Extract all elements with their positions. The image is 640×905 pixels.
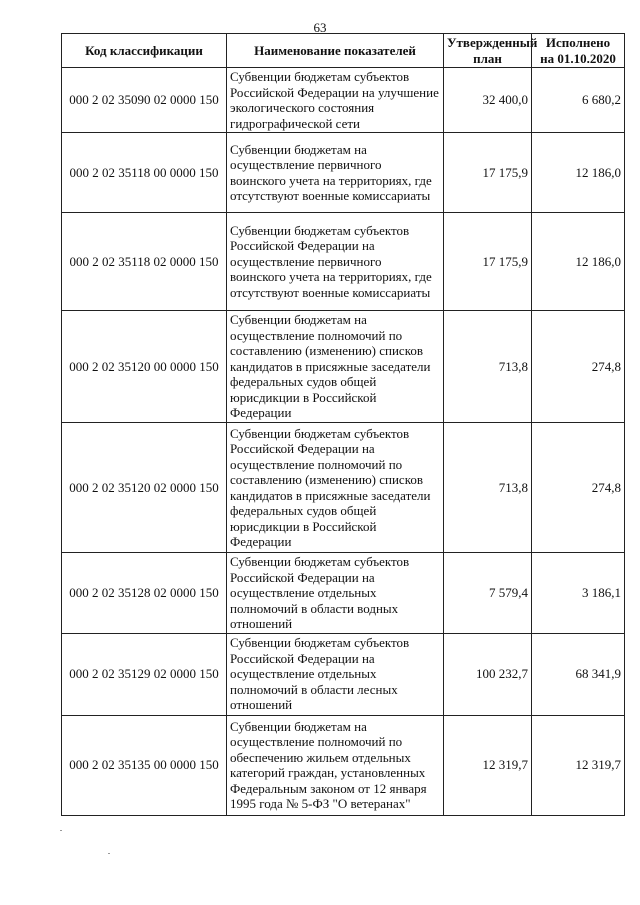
row-code: 000 2 02 35129 02 0000 150 xyxy=(62,633,227,715)
row-done: 12 319,7 xyxy=(532,715,625,815)
header-plan-line1: Утвержденный xyxy=(447,35,538,50)
row-code: 000 2 02 35120 00 0000 150 xyxy=(62,311,227,423)
row-done: 68 341,9 xyxy=(532,633,625,715)
row-plan: 713,8 xyxy=(444,423,532,553)
row-name: Субвенции бюджетам субъектов Российской Федерации на осуществление отдельных полномочий в области лесных отношений xyxy=(227,633,444,715)
table-row xyxy=(62,133,625,213)
header-done-line2: на 01.10.2020 xyxy=(540,50,616,66)
row-code: 000 2 02 35118 02 0000 150 xyxy=(62,213,227,311)
row-name: Субвенции бюджетам субъектов Российской Федерации на осуществление полномочий по составлению (изменению) списков кандидатов в присяжные заседатели федеральных судов общей юрисдикции в Российской Федерации xyxy=(227,423,444,553)
row-code: 000 2 02 35118 00 0000 150 xyxy=(62,133,227,213)
table-row xyxy=(62,715,625,815)
row-plan: 12 319,7 xyxy=(444,715,532,815)
row-plan: 100 232,7 xyxy=(444,633,532,715)
row-name: Субвенции бюджетам на осуществление полномочий по обеспечению жильем отдельных категорий граждан, установленных Федеральным законом от 12 января 1995 года № 5-ФЗ "О ветеранах" xyxy=(227,715,444,815)
row-done: 274,8 xyxy=(532,423,625,553)
table-row xyxy=(62,423,625,553)
row-plan: 32 400,0 xyxy=(444,68,532,133)
table-row xyxy=(62,213,625,311)
row-name: Субвенции бюджетам субъектов Российской Федерации на осуществление отдельных полномочий в области водных отношений xyxy=(227,553,444,634)
scan-speck xyxy=(108,853,110,854)
header-done-line1: Исполнено xyxy=(545,35,611,50)
row-plan: 7 579,4 xyxy=(444,553,532,634)
header-plan xyxy=(444,34,538,68)
row-name: Субвенции бюджетам субъектов Российской Федерации на улучшение экологического состояния гидрографической сети xyxy=(227,68,444,133)
row-code: 000 2 02 35135 00 0000 150 xyxy=(62,715,227,815)
row-done: 12 186,0 xyxy=(532,133,625,213)
scan-speck xyxy=(60,830,62,831)
row-plan: 17 175,9 xyxy=(444,133,532,213)
table-row xyxy=(62,68,625,133)
row-code: 000 2 02 35120 02 0000 150 xyxy=(62,423,227,553)
row-done: 6 680,2 xyxy=(532,68,625,133)
row-done: 3 186,1 xyxy=(532,553,625,634)
row-name: Субвенции бюджетам на осуществление первичного воинского учета на территориях, где отсутствуют военные комиссариаты xyxy=(227,133,444,213)
header-name: Наименование показателей xyxy=(227,34,444,68)
table-row xyxy=(62,553,625,634)
header-plan-line2: план xyxy=(473,50,502,66)
row-plan: 17 175,9 xyxy=(444,213,532,311)
budget-table xyxy=(61,33,625,816)
table-row xyxy=(62,311,625,423)
page-number: 63 xyxy=(313,20,327,35)
header-code: Код классификации xyxy=(62,34,227,68)
header-done xyxy=(532,34,625,68)
row-name: Субвенции бюджетам на осуществление полномочий по составлению (изменению) списков кандидатов в присяжные заседатели федеральных судов общей юрисдикции в Российской Федерации xyxy=(227,311,444,423)
table-header-row xyxy=(62,34,625,68)
row-done: 12 186,0 xyxy=(532,213,625,311)
row-name: Субвенции бюджетам субъектов Российской Федерации на осуществление первичного воинского учета на территориях, где отсутствуют военные комиссариаты xyxy=(227,213,444,311)
row-code: 000 2 02 35090 02 0000 150 xyxy=(62,68,227,133)
row-plan: 713,8 xyxy=(444,311,532,423)
row-code: 000 2 02 35128 02 0000 150 xyxy=(62,553,227,634)
row-done: 274,8 xyxy=(532,311,625,423)
table-row xyxy=(62,633,625,715)
